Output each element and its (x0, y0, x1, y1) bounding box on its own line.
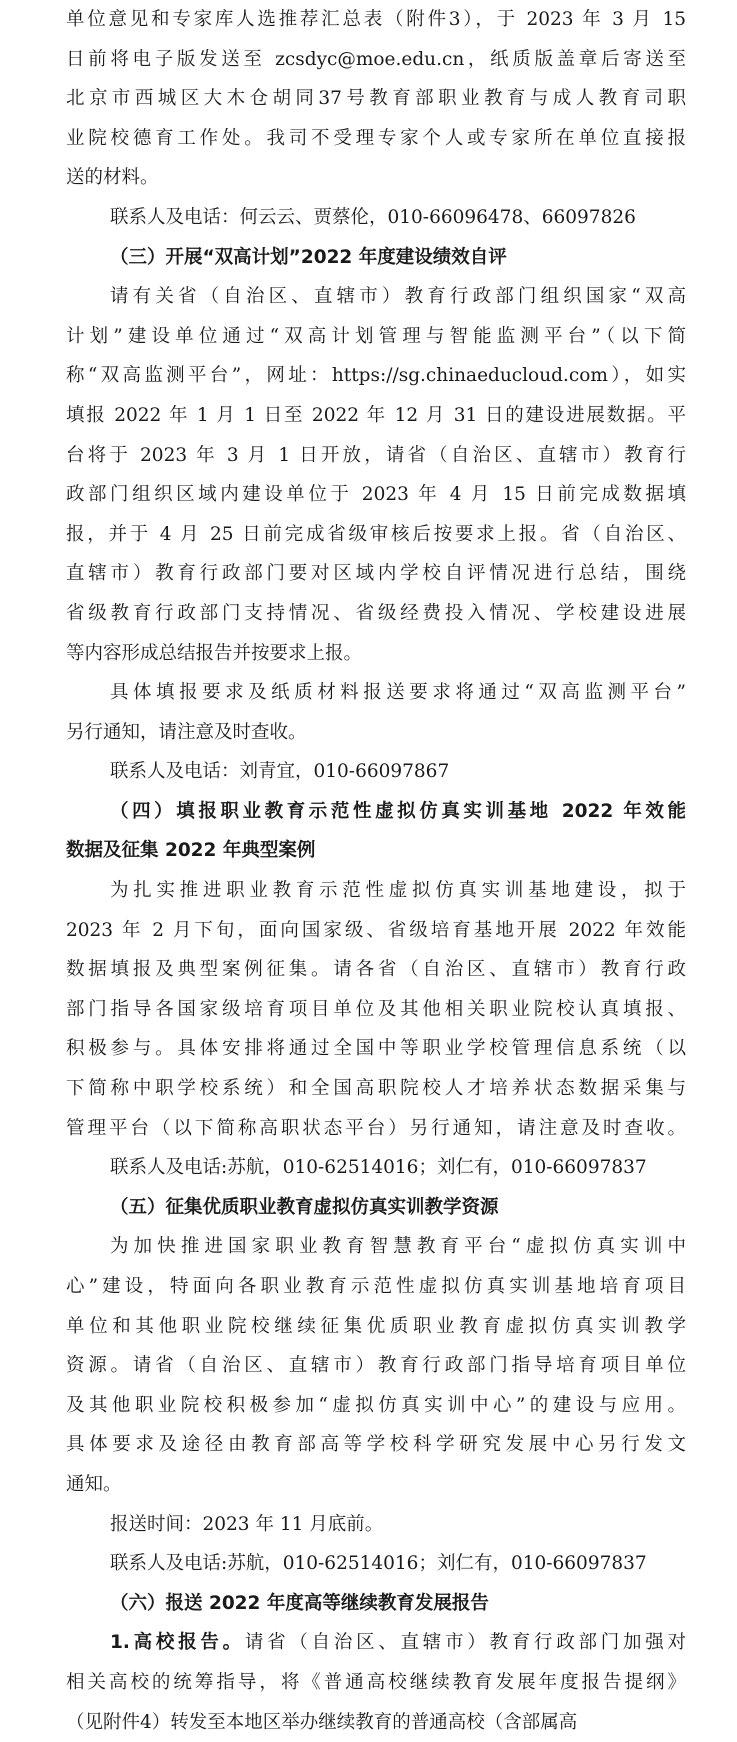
paragraph-line: 为加快推进国家职业教育智慧教育平台“虚拟仿真实训中 (110, 1236, 686, 1258)
paragraph-line: 等内容形成总结报告并按要求上报。 (66, 642, 363, 664)
paragraph-line: 业院校德育工作处。我司不受理专家个人或专家所在单位直接报 (66, 127, 686, 149)
paragraph-line (66, 1623, 686, 1663)
paragraph-line: 部门指导各国家级培育项目单位及其他相关职业院校认真填报、 (66, 998, 686, 1020)
paragraph-line: 称“双高监测平台”，网址：https://sg.chinaeducloud.com），如实 (66, 365, 686, 387)
paragraph-line: 资源。请省（自治区、直辖市）教育行政部门指导培育项目单位 (66, 1355, 686, 1377)
section-heading-3: （三）开展“双高计划”2022 年度建设绩效自评 (110, 246, 507, 268)
paragraph-line: 请有关省（自治区、直辖市）教育行政部门组织国家“双高 (110, 286, 686, 308)
paragraph-line: 2023 年 2 月下旬，面向国家级、省级培育基地开展 2022 年效能 (66, 919, 686, 941)
paragraph-line: 下简称中职学校系统）和全国高职院校人才培养状态数据采集与 (66, 1078, 686, 1100)
paragraph-line: 相关高校的统筹指导，将《普通高校继续教育发展年度报告提纲》 (66, 1671, 686, 1693)
paragraph-line: 另行通知，请注意及时查收。 (66, 721, 307, 743)
contact-line: 联系人及电话:苏航，010-62514016；刘仁有，010-66097837 (110, 1157, 647, 1179)
deadline-line: 报送时间：2023 年 11 月底前。 (110, 1513, 384, 1535)
paragraph-line: 数据填报及典型案例征集。请各省（自治区、直辖市）教育行政 (66, 959, 686, 981)
paragraph-line: 通知。 (66, 1473, 122, 1495)
paragraph-line: 单位意见和专家库人选推荐汇总表（附件3），于 2023 年 3 月 15 (66, 9, 686, 30)
section-heading-6: （六）报送 2022 年度高等继续教育发展报告 (110, 1592, 489, 1614)
paragraph-line: 为扎实推进职业教育示范性虚拟仿真实训基地建设，拟于 (110, 880, 686, 902)
paragraph-line: 报，并于 4 月 25 日前完成省级审核后按要求上报。省（自治区、 (66, 523, 686, 545)
paragraph-line: 政部门组织区域内建设单位于 2023 年 4 月 15 日前完成数据填 (66, 484, 686, 506)
paragraph-line: 管理平台（以下简称高职状态平台）另行通知，请注意及时查收。 (66, 1117, 686, 1139)
paragraph-line: （见附件4）转发至本地区举办继续教育的普通高校（含部属高 (66, 1711, 578, 1733)
section-heading-5: （五）征集优质职业教育虚拟仿真实训教学资源 (110, 1196, 499, 1218)
paragraph-line: 单位和其他职业院校继续征集优质职业教育虚拟仿真实训教学 (66, 1315, 686, 1337)
contact-line: 联系人及电话：何云云、贾蔡伦，010-66096478、66097826 (110, 206, 636, 228)
paragraph-line: 心”建设，特面向各职业教育示范性虚拟仿真实训基地培育项目 (66, 1276, 686, 1297)
item-lead-bold: 1.高校报告。 (110, 1632, 245, 1654)
paragraph-line: 日前将电子版发送至 zcsdyc@moe.edu.cn，纸质版盖章后寄送至 (66, 48, 686, 70)
section-heading-4: （四）填报职业教育示范性虚拟仿真实训基地 2022 年效能 (110, 800, 686, 822)
paragraph-line: 填报 2022 年 1 月 1 日至 2022 年 12 月 31 日的建设进展数据。平 (66, 404, 686, 426)
paragraph-line: 计划”建设单位通过“双高计划管理与智能监测平台”（以下简 (66, 325, 686, 347)
paragraph-line: 积极参与。具体安排将通过全国中等职业学校管理信息系统（以 (66, 1038, 686, 1060)
section-heading-4-cont: 数据及征集 2022 年典型案例 (66, 840, 316, 862)
paragraph-line: 具体填报要求及纸质材料报送要求将通过“双高监测平台” (110, 682, 686, 704)
paragraph-line: 台将于 2023 年 3 月 1 日开放，请省（自治区、直辖市）教育行 (66, 444, 686, 466)
paragraph-line: 具体要求及途径由教育部高等学校科学研究发展中心另行发文 (66, 1434, 686, 1456)
item-lead-text: 请省（自治区、直辖市）教育行政部门加强对 (244, 1632, 686, 1654)
paragraph-line: 省级教育行政部门支持情况、省级经费投入情况、学校建设进展 (66, 602, 686, 624)
paragraph-line: 及其他职业院校积极参加“虚拟仿真实训中心”的建设与应用。 (66, 1394, 686, 1416)
paragraph-line: 北京市西城区大木仓胡同37号教育部职业教育与成人教育司职 (66, 88, 686, 110)
paragraph-line: 送的材料。 (66, 167, 159, 189)
paragraph-line: 直辖市）教育行政部门要对区域内学校自评情况进行总结，围绕 (66, 563, 686, 585)
contact-line: 联系人及电话:苏航，010-62514016；刘仁有，010-66097837 (110, 1553, 647, 1575)
contact-line: 联系人及电话：刘青宜，010-66097867 (110, 761, 450, 783)
document-page (66, 0, 686, 1742)
